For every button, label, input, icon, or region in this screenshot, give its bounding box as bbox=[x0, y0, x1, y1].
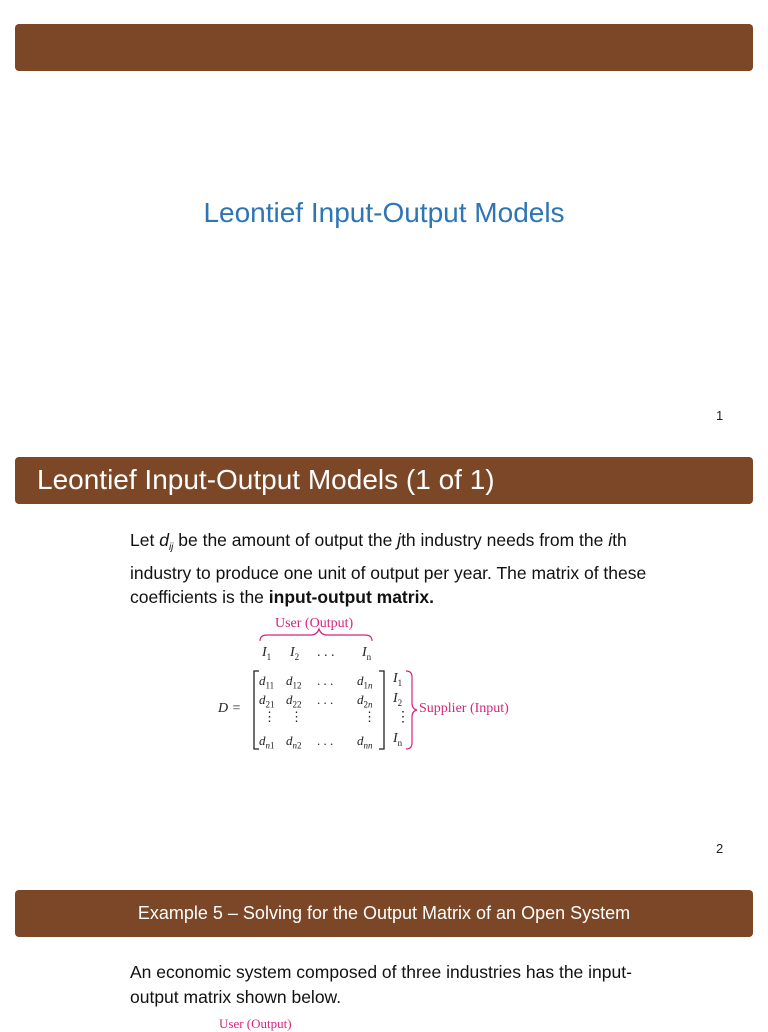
cell-dn1: $d_{n1}$ bbox=[259, 733, 275, 751]
cell-d21: $d_{21}$ bbox=[259, 692, 275, 710]
slide3-header-bar bbox=[15, 890, 753, 937]
cell-dots-r2: . . . bbox=[317, 692, 334, 707]
matrix-name: D = bbox=[218, 701, 242, 716]
cell-dn2: $d_{n2}$ bbox=[286, 733, 302, 751]
cell-dots-rn: . . . bbox=[317, 733, 334, 748]
cell-d11: $d_{11}$ bbox=[259, 673, 275, 691]
row-header-n: $I_n$ bbox=[393, 731, 403, 748]
cell-d22: $d_{22}$ bbox=[286, 692, 302, 710]
cell-d2n: $d_{2n}$ bbox=[357, 692, 373, 710]
cell-d12: $d_{12}$ bbox=[286, 673, 302, 691]
slide2-paragraph: Let $d_{ij}$ be the amount of output the jth industry needs from the ith industry to produce one unit of output per year. The matrix of these coefficients is the input-output matrix. bbox=[130, 530, 647, 607]
slide3-cut-user-label: User (Output) bbox=[219, 1016, 292, 1031]
row-header-1: $I_1$ bbox=[393, 671, 403, 688]
cell-vdots-n: ⋮ bbox=[363, 709, 376, 724]
cell-vdots-2: ⋮ bbox=[290, 709, 303, 724]
user-output-label: User (Output) bbox=[275, 616, 354, 631]
page-number-1: 1 bbox=[716, 408, 724, 423]
cell-vdots-1: ⋮ bbox=[263, 709, 276, 724]
col-header-1: $I_1$ bbox=[262, 645, 272, 662]
slide1-title: Leontief Input-Output Models bbox=[203, 197, 565, 228]
row-header-2: $I_2$ bbox=[393, 691, 403, 708]
input-output-matrix-figure bbox=[207, 613, 537, 783]
col-header-n: $I_n$ bbox=[362, 645, 372, 662]
page-number-2: 2 bbox=[716, 841, 724, 856]
col-header-ellipsis: . . . bbox=[317, 645, 335, 660]
col-header-2: $I_2$ bbox=[290, 645, 300, 662]
cell-dnn: $d_{nn}$ bbox=[357, 733, 373, 751]
slide2-header-title: Leontief Input-Output Models (1 of 1) bbox=[37, 464, 495, 495]
cell-dots-r1: . . . bbox=[317, 673, 334, 688]
cell-d1n: $d_{1n}$ bbox=[357, 673, 373, 691]
slide2-header-bar bbox=[15, 457, 753, 504]
slide1-header-bar bbox=[15, 24, 753, 71]
row-header-vdots: ⋮ bbox=[396, 710, 410, 725]
slide3-paragraph: An economic system composed of three industries has the input-output matrix shown below. bbox=[130, 962, 632, 1007]
slide3-header-title: Example 5 – Solving for the Output Matrix of an Open System bbox=[137, 903, 631, 923]
supplier-input-label: Supplier (Input) bbox=[419, 701, 509, 716]
